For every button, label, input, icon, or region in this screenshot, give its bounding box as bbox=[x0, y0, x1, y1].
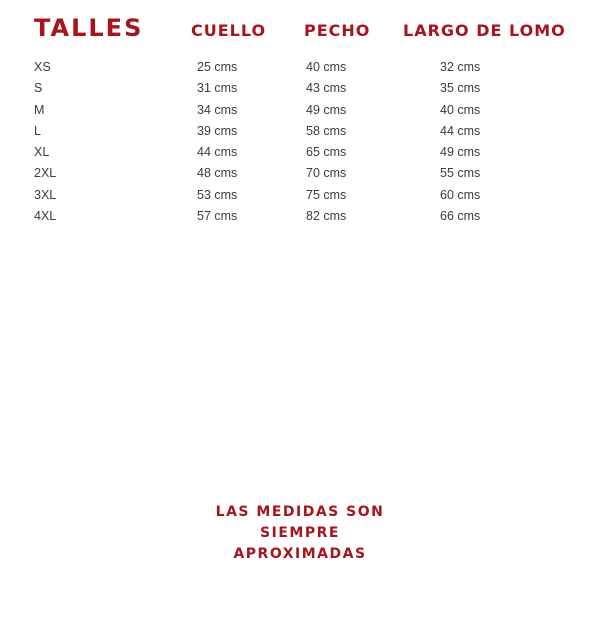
cuello-value: 31 cms bbox=[197, 81, 238, 96]
largo-value: 66 cms bbox=[440, 209, 481, 224]
size-label: 4XL bbox=[34, 209, 57, 224]
header-talles: TALLES bbox=[34, 14, 144, 42]
size-label: XL bbox=[34, 145, 50, 160]
size-label: 3XL bbox=[34, 187, 57, 202]
largo-value: 49 cms bbox=[440, 145, 481, 160]
table-row bbox=[0, 208, 600, 229]
note-line-3: APROXIMADAS bbox=[233, 546, 367, 562]
table-row bbox=[0, 80, 600, 101]
cuello-value: 34 cms bbox=[197, 102, 238, 117]
pecho-value: 58 cms bbox=[306, 123, 347, 138]
disclaimer-note bbox=[200, 502, 400, 565]
header-pecho: PECHO bbox=[304, 21, 371, 40]
table-row bbox=[0, 59, 600, 80]
largo-value: 60 cms bbox=[440, 187, 481, 202]
size-label: S bbox=[34, 81, 43, 96]
size-label: XS bbox=[34, 60, 51, 74]
pecho-value: 82 cms bbox=[306, 209, 347, 224]
header-largo-de-lomo: LARGO DE LOMO bbox=[403, 21, 566, 40]
size-label: M bbox=[34, 102, 45, 117]
pecho-value: 43 cms bbox=[306, 81, 347, 96]
table-row bbox=[0, 165, 600, 186]
size-label: 2XL bbox=[34, 166, 57, 181]
pecho-value: 40 cms bbox=[306, 60, 347, 74]
cuello-value: 25 cms bbox=[197, 60, 238, 74]
cuello-value: 48 cms bbox=[197, 166, 238, 181]
pecho-value: 75 cms bbox=[306, 187, 347, 202]
largo-value: 44 cms bbox=[440, 123, 481, 138]
table-row bbox=[0, 123, 600, 144]
largo-value: 40 cms bbox=[440, 102, 481, 117]
largo-value: 35 cms bbox=[440, 81, 481, 96]
note-line-2: SIEMPRE bbox=[260, 525, 340, 541]
size-table bbox=[0, 59, 600, 229]
pecho-value: 65 cms bbox=[306, 145, 347, 160]
pecho-value: 49 cms bbox=[306, 102, 347, 117]
largo-value: 32 cms bbox=[440, 60, 481, 74]
table-row bbox=[0, 144, 600, 165]
cuello-value: 44 cms bbox=[197, 145, 238, 160]
note-line-1: LAS MEDIDAS SON bbox=[215, 504, 385, 520]
largo-value: 55 cms bbox=[440, 166, 481, 181]
size-label: L bbox=[34, 123, 41, 138]
cuello-value: 39 cms bbox=[197, 123, 238, 138]
header-cuello: CUELLO bbox=[191, 21, 267, 40]
cuello-value: 57 cms bbox=[197, 209, 238, 224]
pecho-value: 70 cms bbox=[306, 166, 347, 181]
table-row bbox=[0, 102, 600, 123]
table-row bbox=[0, 187, 600, 208]
cuello-value: 53 cms bbox=[197, 187, 238, 202]
